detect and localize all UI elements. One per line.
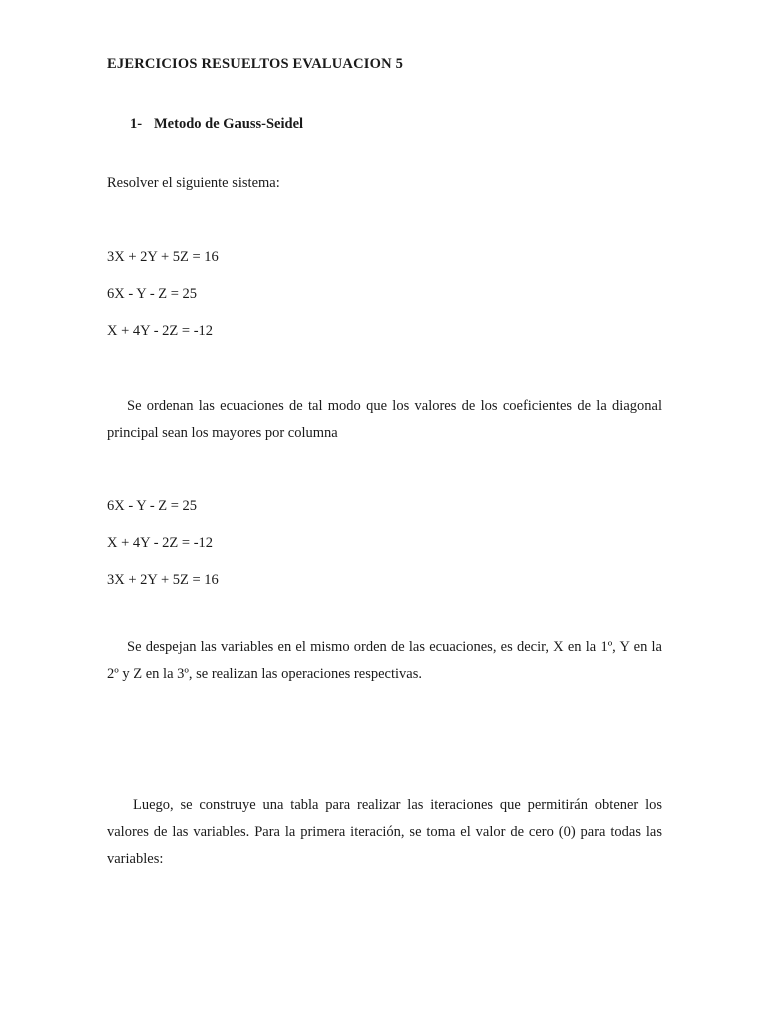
equation-ordered-3: 3X + 2Y + 5Z = 16 <box>107 572 219 588</box>
section-heading <box>130 116 303 133</box>
equation-original-3: X + 4Y - 2Z = -12 <box>107 323 214 339</box>
intro-text: Resolver el siguiente sistema: <box>107 175 280 191</box>
document-title: EJERCICIOS RESUELTOS EVALUACION 5 <box>107 56 404 72</box>
paragraph-table <box>107 792 662 873</box>
paragraph-clear <box>107 634 662 688</box>
equation-ordered-1: 6X - Y - Z = 25 <box>107 498 198 514</box>
paragraph-table-text: Luego, se construye una tabla para realizar las iteraciones que permitirán obtener los valores de las variables. Para la primera iteración, se toma el valor de cero (0) para todas las variables: <box>107 797 662 867</box>
equation-ordered-2: X + 4Y - 2Z = -12 <box>107 535 214 551</box>
equation-original-2: 6X - Y - Z = 25 <box>107 286 198 302</box>
paragraph-order <box>107 393 662 447</box>
section-title: Metodo de Gauss-Seidel <box>154 116 304 132</box>
section-number: 1- <box>130 116 143 132</box>
equation-original-1: 3X + 2Y + 5Z = 16 <box>107 249 219 265</box>
paragraph-order-text: Se ordenan las ecuaciones de tal modo que los valores de los coeficientes de la diagonal principal sean los mayores por columna <box>107 398 662 441</box>
paragraph-clear-text: Se despejan las variables en el mismo orden de las ecuaciones, es decir, X en la 1º, Y en la 2º y Z en la 3º, se realizan las operaciones respectivas. <box>107 639 662 682</box>
